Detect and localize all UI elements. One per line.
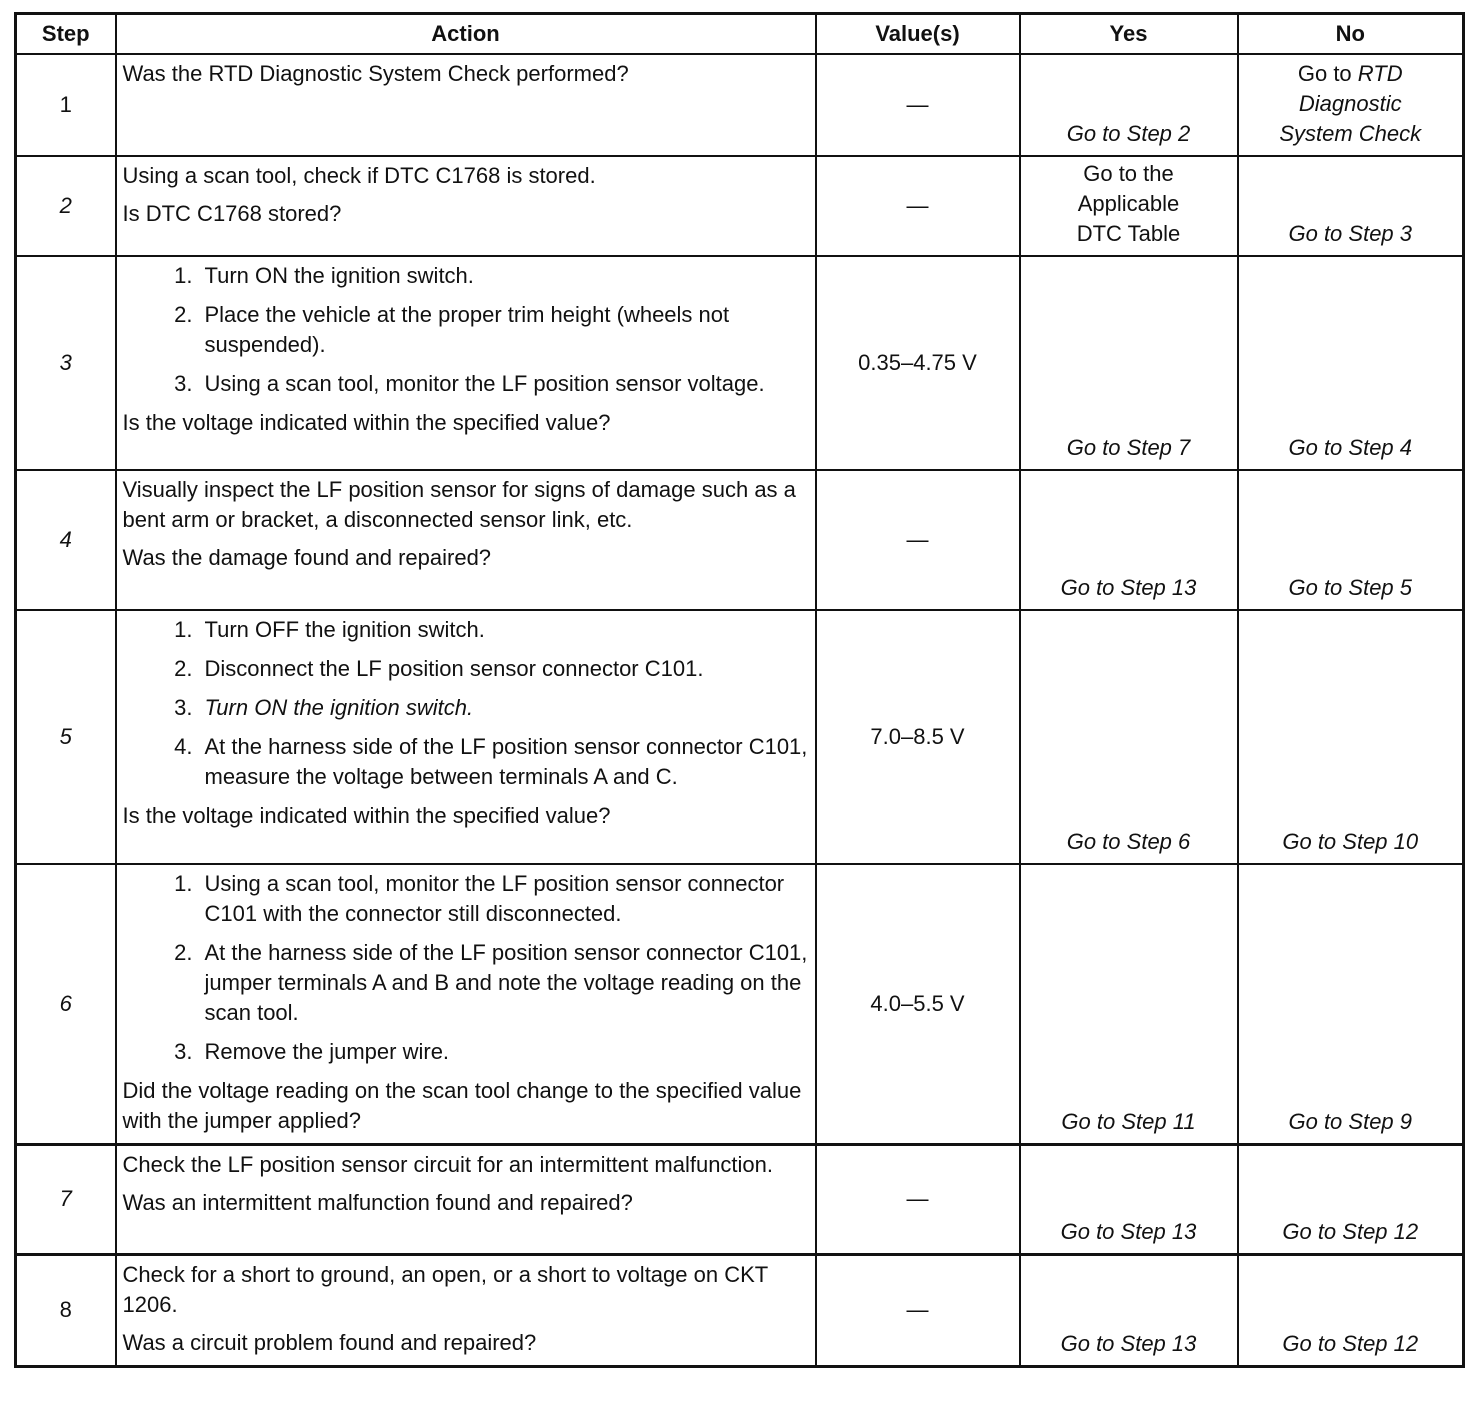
yes-text: Go to Step 6 (1066, 829, 1191, 854)
action-list-item: 2. At the harness side of the LF position sensor connector C101, jumper terminals A and B and note the voltage reading on the scan tool. (174, 940, 808, 1025)
step-number: 4 (16, 470, 116, 610)
value-cell: — (816, 470, 1020, 610)
action-text: Visually inspect the LF position sensor for signs of damage such as a bent arm or bracket, a disconnected sensor link, etc. (122, 477, 796, 532)
action-question: Was a circuit problem found and repaired? (122, 1329, 537, 1355)
yes-text: Go to Step 13 (1060, 1218, 1197, 1244)
diagnostic-table (14, 12, 1465, 1368)
no-cell (1238, 864, 1464, 1144)
action-cell (116, 610, 816, 864)
action-question: Is the voltage indicated within the specified value? (122, 410, 611, 435)
action-question: Is DTC C1768 stored? (122, 201, 342, 226)
no-cell (1238, 1144, 1464, 1254)
value-cell: — (816, 1144, 1020, 1254)
yes-cell (1020, 256, 1238, 470)
action-cell (116, 864, 816, 1144)
header-step: Step (16, 14, 116, 55)
no-text: Go to Step 5 (1288, 575, 1413, 600)
action-cell (116, 1144, 816, 1254)
yes-cell (1020, 54, 1238, 156)
no-cell (1238, 610, 1464, 864)
yes-cell (1020, 1254, 1238, 1366)
yes-cell (1020, 864, 1238, 1144)
yes-cell (1020, 1144, 1238, 1254)
table-row (16, 864, 1464, 1144)
action-list-item: 1. Turn ON the ignition switch. (174, 263, 474, 288)
yes-text: Go to Step 7 (1066, 435, 1191, 460)
no-text: System Check (1279, 121, 1422, 146)
action-cell (116, 54, 816, 156)
action-cell (116, 470, 816, 610)
table-row (16, 1144, 1464, 1254)
action-list-item: 4. At the harness side of the LF position sensor connector C101, measure the voltage between terminals A and C. (174, 734, 808, 789)
action-text: Was the RTD Diagnostic System Check performed? (122, 61, 629, 86)
yes-text: DTC Table (1076, 221, 1181, 246)
step-number: 2 (16, 156, 116, 256)
no-text: Go to Step 3 (1288, 221, 1413, 246)
yes-cell (1020, 156, 1238, 256)
step-number: 8 (16, 1254, 116, 1366)
yes-text: Go to the (1083, 161, 1174, 186)
value-cell: — (816, 54, 1020, 156)
action-list-item: 3. Turn ON the ignition switch. (174, 695, 474, 720)
no-text: Go to Step 12 (1282, 1330, 1419, 1356)
no-text (1239, 59, 1463, 89)
step-number: 1 (16, 54, 116, 156)
action-text: Using a scan tool, check if DTC C1768 is stored. (122, 163, 596, 188)
header-values: Value(s) (816, 14, 1020, 55)
value-cell: 4.0–5.5 V (816, 864, 1020, 1144)
no-cell (1238, 1254, 1464, 1366)
step-number: 3 (16, 256, 116, 470)
table-row (16, 610, 1464, 864)
table-row (16, 256, 1464, 470)
no-text: Go to Step 4 (1288, 435, 1413, 460)
action-list-item: 3. Remove the jumper wire. (174, 1039, 450, 1064)
action-list-item: 2. Disconnect the LF position sensor connector C101. (174, 656, 704, 681)
action-list-item: 3. Using a scan tool, monitor the LF position sensor voltage. (174, 371, 765, 396)
action-cell (116, 256, 816, 470)
header-row (16, 14, 1464, 55)
yes-text: Go to Step 11 (1061, 1108, 1196, 1134)
table-row (16, 54, 1464, 156)
yes-text: Go to Step 13 (1060, 1330, 1197, 1356)
table-row (16, 1254, 1464, 1366)
yes-text: Go to Step 2 (1066, 121, 1191, 146)
action-question: Is the voltage indicated within the specified value? (122, 803, 611, 828)
value-cell: 0.35–4.75 V (816, 256, 1020, 470)
no-prefix: Go to (1297, 61, 1352, 86)
table-row (16, 156, 1464, 256)
action-question: Was the damage found and repaired? (122, 545, 492, 570)
yes-text: Applicable (1077, 191, 1180, 216)
action-list-item: 1. Using a scan tool, monitor the LF position sensor connector C101 with the connector still disconnected. (174, 871, 785, 926)
table-row (16, 470, 1464, 610)
yes-cell (1020, 610, 1238, 864)
action-text: Check the LF position sensor circuit for an intermittent malfunction. (122, 1151, 774, 1177)
header-action: Action (116, 14, 816, 55)
action-cell (116, 1254, 816, 1366)
action-list-item: 1. Turn OFF the ignition switch. (174, 617, 485, 642)
no-cell (1238, 156, 1464, 256)
no-cell (1238, 470, 1464, 610)
step-number: 7 (16, 1144, 116, 1254)
no-text: Go to Step 10 (1282, 829, 1419, 854)
no-text: Diagnostic (1298, 91, 1402, 116)
action-list-item: 2. Place the vehicle at the proper trim height (wheels not suspended). (174, 302, 730, 357)
no-cell (1238, 256, 1464, 470)
action-question: Was an intermittent malfunction found and repaired? (122, 1189, 633, 1215)
no-cell (1238, 54, 1464, 156)
action-text: Check for a short to ground, an open, or a short to voltage on CKT 1206. (122, 1261, 768, 1317)
action-question: Did the voltage reading on the scan tool change to the specified value with the jumper applied? (122, 1078, 802, 1133)
yes-cell (1020, 470, 1238, 610)
no-link: RTD (1357, 61, 1403, 86)
yes-text: Go to Step 13 (1060, 575, 1197, 600)
header-no: No (1238, 14, 1464, 55)
value-cell: — (816, 1254, 1020, 1366)
value-cell: — (816, 156, 1020, 256)
header-yes: Yes (1020, 14, 1238, 55)
action-cell (116, 156, 816, 256)
value-cell: 7.0–8.5 V (816, 610, 1020, 864)
step-number: 5 (16, 610, 116, 864)
no-text: Go to Step 9 (1288, 1108, 1413, 1134)
step-number: 6 (16, 864, 116, 1144)
no-text: Go to Step 12 (1282, 1218, 1419, 1244)
